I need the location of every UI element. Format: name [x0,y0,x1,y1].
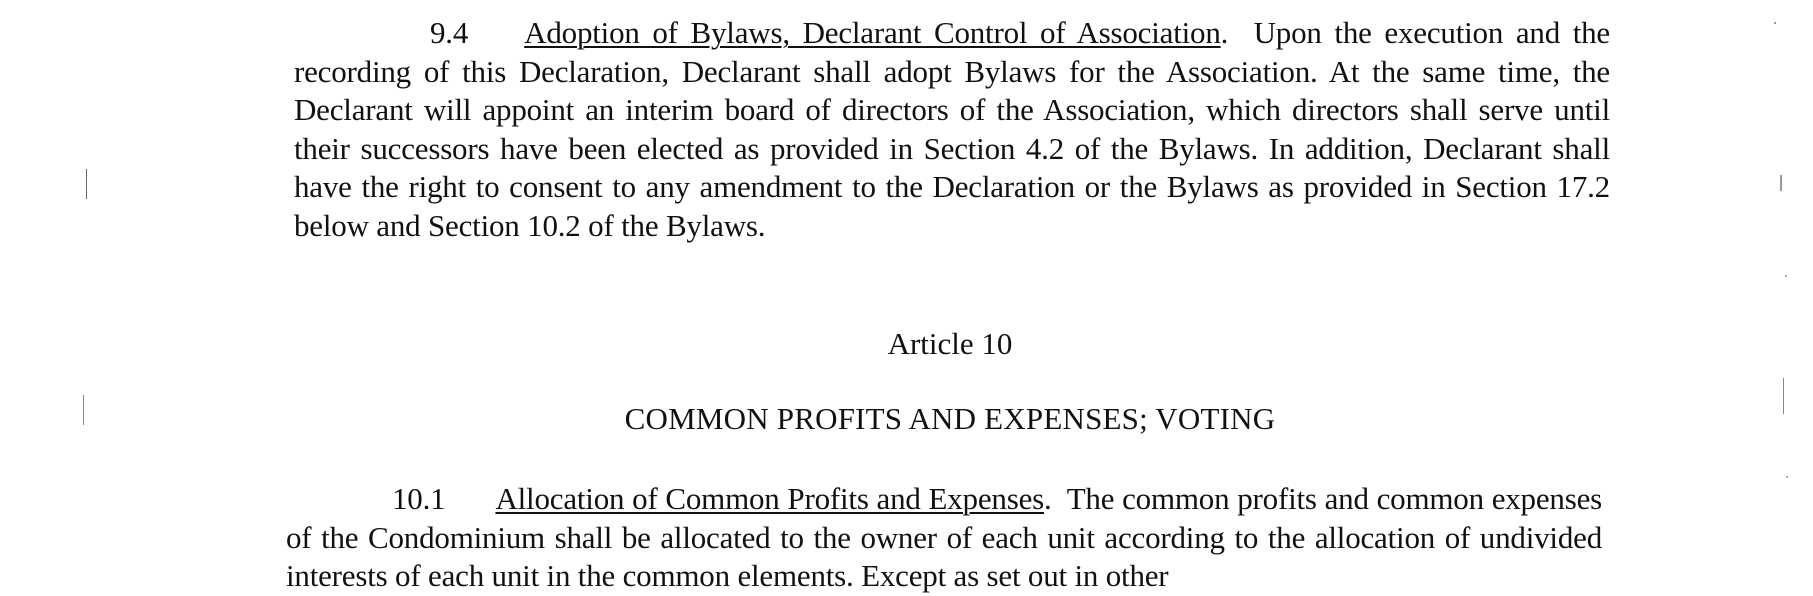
section-heading-suffix: . [1044,481,1052,516]
scan-artifact-mark [1774,22,1776,24]
section-number: 10.1 [392,481,446,516]
scan-artifact-mark [1785,275,1787,277]
section-10-1 [286,480,1602,596]
section-number: 9.4 [430,15,469,50]
scan-artifact-mark [86,169,87,199]
article-number: Article 10 [887,326,1013,361]
section-heading: Allocation of Common Profits and Expenses [495,481,1045,516]
section-body: Upon the execution and the recording of this Declaration, Declarant shall adopt Bylaws for the Association. At the same time, the Declarant will appoint an interim board of directors of the Association, which directors shall serve until their successors have been elected as provided in Section 4.2 of the Bylaws. In addition, Declarant shall have the right to consent to any amendment to the Declaration or the Bylaws as provided in Section 17.2 below and Section 10.2 of the Bylaws. [294,15,1610,243]
scan-artifact-mark [1780,175,1782,191]
section-heading: Adoption of Bylaws, Declarant Control of Association [524,15,1221,50]
section-heading-suffix: . [1220,15,1229,50]
scan-artifact-mark [1786,476,1788,478]
section-body: The common profits and common expenses of the Condominium shall be allocated to the owner of each unit according to the allocation of undivided interests of each unit in the common elements. Except as set out in other [286,481,1603,593]
section-9-4 [294,14,1610,245]
article-title: COMMON PROFITS AND EXPENSES; VOTING [624,401,1276,436]
